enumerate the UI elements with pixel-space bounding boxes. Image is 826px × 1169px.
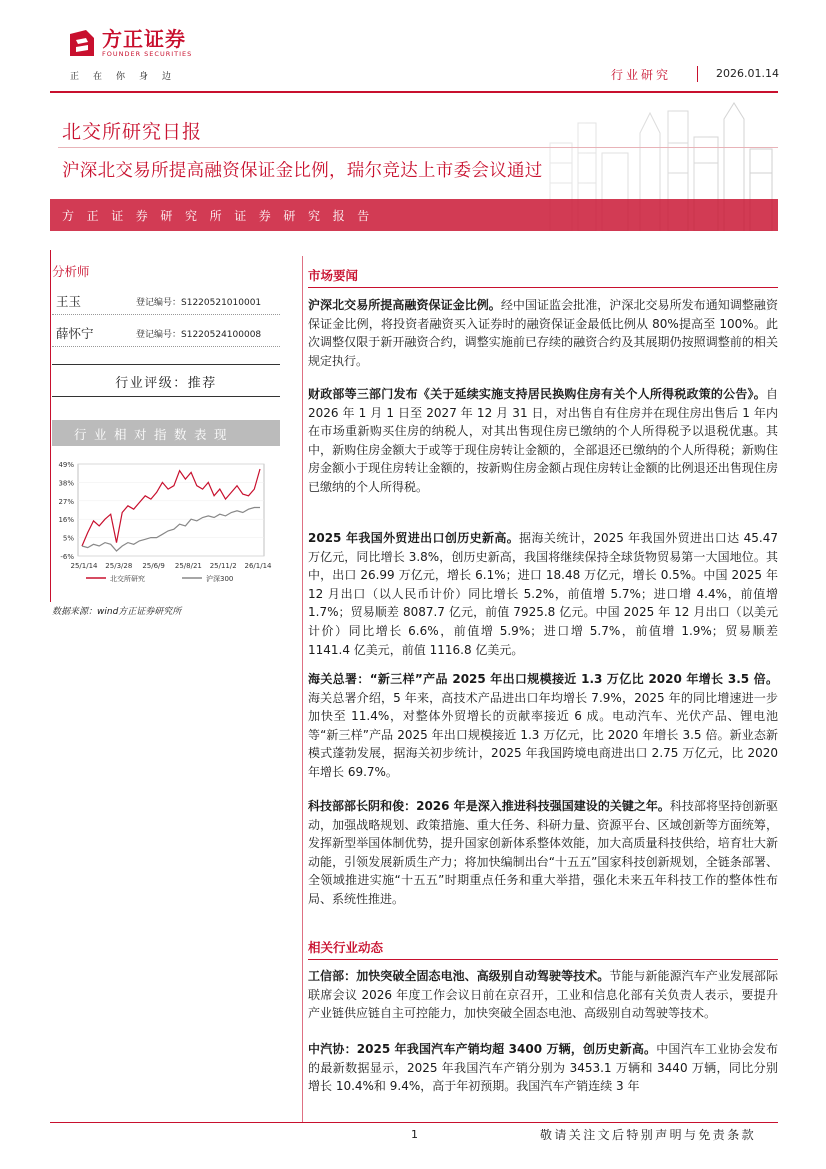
news-paragraph: [308, 296, 778, 370]
analyst-row: [52, 317, 280, 347]
section-rule: [308, 959, 778, 960]
chart-x-tick-label: 25/3/28: [105, 562, 133, 570]
news-paragraph: [308, 670, 778, 782]
header-separator: [697, 66, 698, 82]
page-number: 1: [411, 1128, 418, 1141]
chart-legend-label: 北交所研究: [110, 575, 145, 583]
news-paragraph: [308, 797, 778, 909]
chart-x-tick-label: 26/1/14: [244, 562, 272, 570]
chart-x-tick-label: 25/6/9: [142, 562, 165, 570]
title-rule: [58, 147, 778, 148]
report-headline: 沪深北交易所提高融资保证金比例，瑞尔竞达上市委会议通过: [62, 161, 543, 181]
chart-source: 数据来源：wind方正证券研究所: [52, 607, 182, 617]
footer-rule: [50, 1122, 778, 1123]
chart-series-line: [82, 469, 260, 546]
chart-title-band: [52, 420, 280, 446]
chart-x-tick-label: 25/8/21: [174, 562, 202, 570]
section-title-industry: 相关行业动态: [308, 940, 384, 955]
news-body: 科技部将坚持创新驱动，加强战略规划、政策措施、重大任务、科研力量、资源平台、区域创新等方面统筹，发挥新型举国体制优势，提升国家创新体系整体效能，加大高质量科技供给，培育壮大新动能，引领发展新质生产力；将加快编制出台“十五五”国家科技创新规划，全链条部署、全领域推进实施“十五五”时期重点任务和重大举措，强化未来五年科技工作的整体性布局、系统性推进。: [308, 799, 778, 906]
news-body: 据海关统计，2025 年我国外贸进出口达 45.47 万亿元，同比增长 3.8%，创历史新高，我国将继续保持全球货物贸易第一大国地位。其中，出口 26.99 万亿元，增长 6.1%；进口 18.48 万亿元，增长 0.5%。中国 2025 年 12 月出口（以人民币计价）同比增长 5.2%，前值增 5.7%；进口增 4.4%，前值增 1.7%；贸易顺差 8087.7 亿元，前值 7925.8 亿元。中国 2025 年 12 月出口（以美元计价）同比增长 6.6%，前值增 5.9%；进口增 5.7%，前值增 1.9%；贸易顺差 1141.4 亿美元，前值 1116.8 亿美元。: [308, 531, 778, 657]
news-paragraph: [308, 967, 778, 1023]
rating-rule-bottom: [52, 396, 280, 397]
news-body: 经中国证监会批准，沪深北交易所发布通知调整融资保证金比例，将投资者融资买入证券时的融资保证金最低比例从 80%提高至 100%。此次调整仅限于新开融资合约，调整实施前已存续的融资合约及其展期仍按照调整前的相关规定执行。: [308, 298, 778, 368]
analyst-name: 薛怀宁: [56, 326, 94, 341]
left-column-rule: [50, 250, 51, 602]
logo-cn-text: 方正证券: [102, 27, 186, 51]
relative-index-chart: [52, 452, 280, 592]
company-logo: [66, 28, 192, 60]
chart-y-tick-label: 38%: [58, 479, 74, 488]
news-paragraph: [308, 385, 778, 497]
chart-title: 行业相对指数表现: [74, 427, 235, 442]
analyst-registration: 登记编号：S1220524100008: [136, 330, 262, 340]
analyst-row: [52, 285, 280, 315]
title-banner: [50, 93, 778, 231]
report-type-text: 方正证券研究所证券研究报告: [62, 209, 382, 223]
news-body: 节能与新能源汽车产业发展部际联席会议 2026 年度工作会议日前在京召开，工业和信息化部有关负责人表示，要提升产业链供应链自主可控能力，加快突破全固态电池、高级别自动驾驶等技术。: [308, 969, 778, 1021]
chart-y-tick-label: -6%: [60, 553, 74, 561]
news-lead: 海关总署：“新三样”产品 2025 年出口规模接近 1.3 万亿比 2020 年增长 3.5 倍。: [308, 672, 778, 686]
chart-y-tick-label: 5%: [62, 534, 74, 543]
chart-x-tick-label: 25/11/2: [209, 562, 237, 570]
news-lead: 2025 年我国外贸进出口创历史新高。: [308, 531, 520, 545]
industry-rating: 行业评级：推荐: [115, 376, 217, 391]
news-body: 中国汽车工业协会发布的最新数据显示，2025 年我国汽车产销分别为 3453.1 万辆和 3440 万辆，同比分别增长 10.4%和 9.4%，高于年初预期。我国汽车产销连续 3 年: [308, 1042, 778, 1094]
analyst-registration: 登记编号：S1220521010001: [136, 298, 262, 308]
slogan: 正在你身边: [70, 72, 186, 82]
daily-report-title: 北交所研究日报: [62, 121, 203, 143]
section-rule: [308, 287, 778, 288]
footer-disclaimer: 敬请关注文后特别声明与免责条款: [540, 1128, 757, 1142]
right-column-rule: [302, 256, 303, 1122]
analyst-name: 王玉: [56, 294, 82, 309]
news-lead: 科技部部长阴和俊：2026 年是深入推进科技强国建设的关键之年。: [308, 799, 670, 813]
report-category: 行业研究: [611, 68, 672, 82]
news-paragraph: [308, 529, 778, 659]
analyst-label: 分析师: [52, 264, 90, 279]
news-lead: 工信部：加快突破全固态电池、高级别自动驾驶等技术。: [308, 969, 610, 983]
news-paragraph: [308, 1040, 778, 1116]
rating-rule-top: [52, 364, 280, 365]
section-title-market: 市场要闻: [308, 268, 359, 283]
logo-mark-icon: [66, 28, 98, 60]
news-lead: 沪深北交易所提高融资保证金比例。: [308, 298, 501, 312]
chart-y-tick-label: 27%: [58, 497, 74, 506]
news-body: 海关总署介绍，5 年来，高技术产品进出口年均增长 7.9%，2025 年的同比增速进一步加快至 11.4%，对整体外贸增长的贡献率接近 6 成。电动汽车、光伏产品、锂电池等“新三样”产品 2025 年出口规模接近 1.3 万亿元，比 2020 年增长 3.5 倍。新业态新模式蓬勃发展，据海关初步统计，2025 年我国跨境电商进出口 2.75 万亿元，比 2020 年增长 69.7%。: [308, 690, 778, 779]
news-lead: 中汽协：2025 年我国汽车产销均超 3400 万辆，创历史新高。: [308, 1042, 657, 1056]
chart-legend-label: 沪深300: [206, 575, 234, 583]
chart-plot-frame: [78, 464, 264, 556]
news-body: 自 2026 年 1 月 1 日至 2027 年 12 月 31 日，对出售自有住房并在现住房出售后 1 年内在市场重新购买住房的纳税人，对其出售现住房已缴纳的个人所得税予以退税优惠。其中，新购住房金额大于或等于现住房转让金额的，全部退还已缴纳的个人所得税；新购住房金额小于现住房转让金额的，按新购住房金额占现住房转让金额的比例退还出售现住房已缴纳的个人所得税。: [308, 387, 778, 494]
chart-series-line: [82, 508, 260, 552]
chart-y-tick-label: 16%: [58, 516, 74, 525]
chart-y-tick-label: 49%: [58, 461, 74, 469]
report-date: 2026.01.14: [716, 67, 779, 80]
news-lead: 财政部等三部门发布《关于延续实施支持居民换购住房有关个人所得税政策的公告》。: [308, 387, 766, 401]
logo-en-text: FOUNDER SECURITIES: [102, 50, 193, 58]
chart-x-tick-label: 25/1/14: [70, 562, 98, 570]
